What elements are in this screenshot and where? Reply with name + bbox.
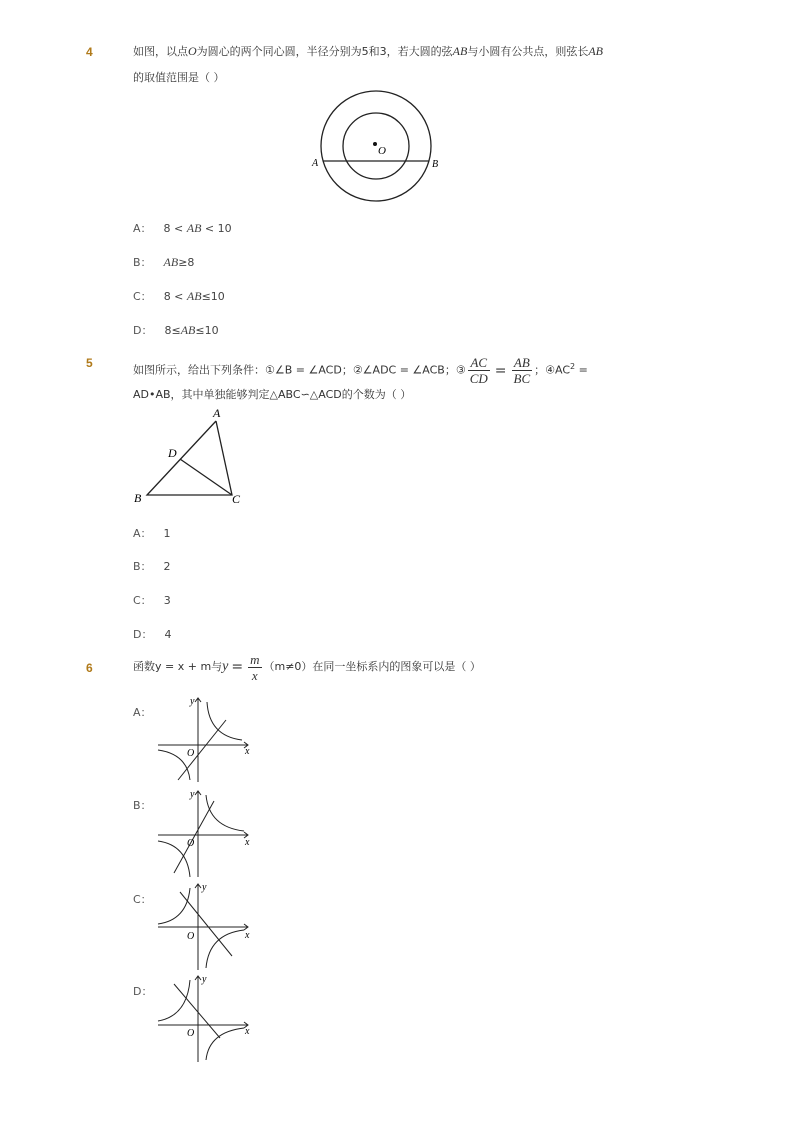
label-b: B	[432, 159, 439, 170]
option-letter: A：	[133, 222, 152, 235]
label-o: O	[378, 145, 386, 157]
option-d[interactable]	[133, 626, 171, 642]
equals-sign: =	[494, 362, 507, 379]
option-letter: D：	[133, 628, 153, 641]
x-label: x	[245, 746, 250, 757]
hyperbola-branch-1	[158, 888, 190, 924]
stem-var: AB	[452, 44, 468, 58]
stem-var: y	[222, 659, 229, 674]
stem-text: 如图，以点	[133, 45, 188, 58]
label-c: C	[232, 492, 241, 506]
x-label: x	[245, 837, 250, 848]
option-text: ≤10	[201, 290, 225, 303]
stem-text: =	[575, 363, 588, 377]
origin-label: O	[187, 838, 195, 849]
line-graph	[174, 801, 214, 873]
question-stem	[133, 43, 603, 60]
line-graph	[174, 984, 220, 1038]
option-letter: B：	[133, 560, 152, 573]
option-c[interactable]	[133, 592, 171, 608]
option-var: AB	[186, 221, 202, 235]
label-b: B	[134, 491, 142, 505]
fraction-ac-cd	[468, 355, 490, 386]
x-label: x	[245, 930, 250, 941]
hyperbola-branch-2	[206, 1028, 244, 1060]
stem-text: ；④AC	[534, 363, 571, 377]
graph-option-d	[150, 970, 260, 1065]
hyperbola-branch-2	[158, 841, 190, 877]
hyperbola-branch-1	[207, 702, 242, 740]
stem-text: 如图所示，给出下列条件：①∠B = ∠ACD；②∠ADC = ∠ACB；③	[133, 363, 466, 377]
fraction-denominator: x	[251, 667, 258, 683]
stem-text: 与小圆有公共点，则弦长	[467, 45, 589, 58]
fraction-numerator: AC	[468, 355, 490, 371]
question-number: 4	[86, 45, 93, 59]
question-stem-line2: AD•AB，其中单独能够判定△ABC∽△ACD的个数为（ ）	[133, 388, 412, 401]
option-var: AB	[180, 323, 196, 337]
label-a: A	[312, 158, 319, 169]
stem-var: AB	[588, 44, 604, 58]
fraction-denominator: CD	[469, 371, 488, 387]
option-b[interactable]	[133, 558, 171, 574]
outer-circle	[321, 91, 431, 201]
origin-label: O	[187, 1028, 195, 1039]
y-label: y	[190, 696, 195, 707]
option-letter: A：	[133, 706, 152, 719]
hyperbola-branch-2	[158, 750, 190, 780]
fraction-m-x	[248, 652, 261, 683]
option-text: 8 <	[163, 290, 187, 303]
option-var: AB	[163, 255, 179, 269]
hyperbola-branch-1	[206, 795, 244, 831]
option-letter: C：	[133, 893, 152, 906]
option-a[interactable]	[133, 525, 171, 541]
question-stem	[133, 350, 588, 388]
label-a: A	[213, 406, 221, 420]
hyperbola-branch-1	[158, 980, 190, 1021]
option-text: 1	[163, 527, 171, 540]
stem-var: O	[188, 44, 197, 58]
stem-text: 为圆心的两个同心圆，半径分别为5和3，若大圆的弦	[196, 45, 453, 58]
y-label: y	[202, 882, 207, 893]
question-number: 5	[86, 356, 93, 370]
option-letter: D：	[133, 324, 153, 337]
line-graph	[178, 720, 226, 780]
graph-option-c	[150, 878, 260, 973]
option-d[interactable]	[133, 322, 219, 338]
y-label: y	[202, 974, 207, 985]
stem-text: 函数y = x + m与	[133, 660, 223, 673]
hyperbola-branch-2	[206, 930, 244, 968]
question-number: 6	[86, 661, 93, 675]
concentric-circles-figure	[300, 90, 460, 210]
option-letter: B：	[133, 799, 152, 812]
option-letter: C：	[133, 290, 152, 303]
equals-sign: =	[231, 659, 244, 675]
segment-cd	[180, 459, 232, 495]
question-stem	[133, 650, 481, 684]
fraction-ab-bc	[512, 355, 533, 386]
option-letter: C：	[133, 594, 152, 607]
x-label: x	[245, 1026, 250, 1037]
option-var: AB	[186, 289, 202, 303]
center-point	[373, 142, 377, 146]
line-graph	[180, 892, 232, 956]
graph-option-b	[150, 785, 260, 880]
option-text: ≥8	[178, 256, 195, 269]
origin-label: O	[187, 931, 195, 942]
stem-text: （m≠0）在同一坐标系内的图象可以是（ ）	[263, 660, 481, 673]
triangle-sides	[147, 421, 232, 495]
option-letter: D：	[133, 985, 153, 998]
option-text: 4	[164, 628, 172, 641]
option-b[interactable]	[133, 254, 194, 270]
option-text: ≤10	[195, 324, 219, 337]
fraction-numerator: AB	[512, 355, 533, 371]
option-text: 8 <	[163, 222, 187, 235]
graph-option-a	[150, 690, 260, 785]
superscript: 2	[570, 362, 576, 371]
option-a[interactable]	[133, 220, 232, 236]
option-text: 8≤	[164, 324, 181, 337]
label-d: D	[168, 446, 177, 460]
y-label: y	[190, 789, 195, 800]
fraction-denominator: BC	[513, 371, 531, 387]
option-letter: A：	[133, 527, 152, 540]
origin-label: O	[187, 748, 195, 759]
option-letter: B：	[133, 256, 152, 269]
question-stem-line2: 的取值范围是（ ）	[133, 71, 225, 84]
inner-circle	[343, 113, 409, 179]
option-text: < 10	[201, 222, 232, 235]
triangle-figure	[130, 405, 260, 510]
option-text: 2	[163, 560, 171, 573]
fraction-numerator: m	[250, 651, 260, 667]
option-c[interactable]	[133, 288, 225, 304]
option-text: 3	[163, 594, 171, 607]
